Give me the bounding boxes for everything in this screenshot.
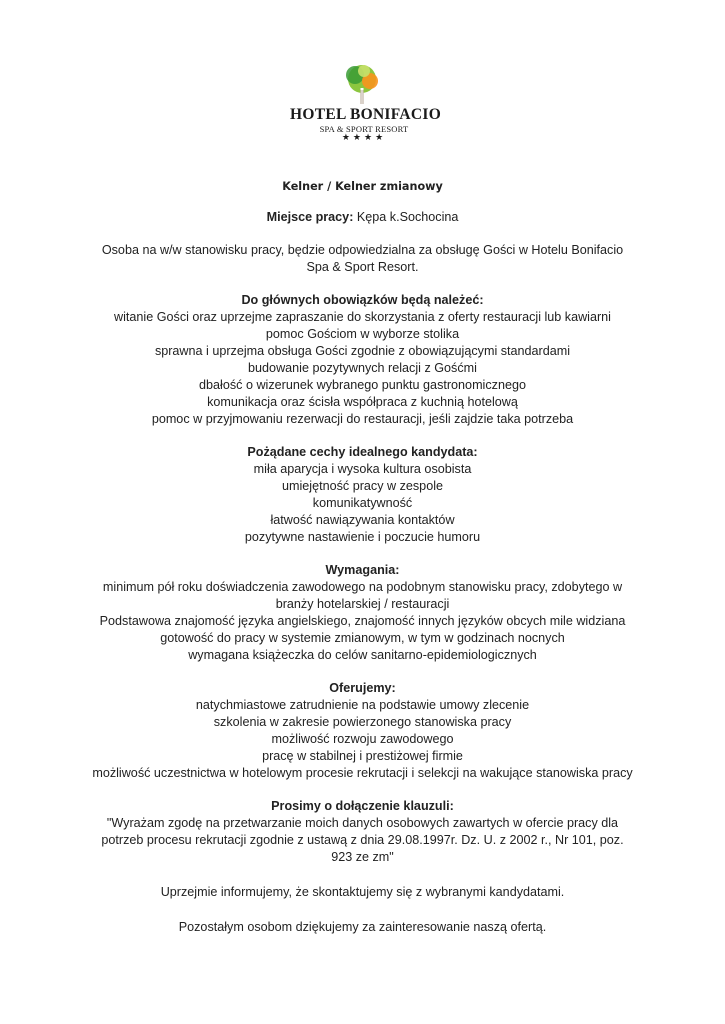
- duty-item: witanie Gości oraz uprzejme zapraszanie do skorzystania z oferty restauracji lub kawiarni: [114, 310, 611, 324]
- clause-line: "Wyrażam zgodę na przetwarzanie moich danych osobowych zawartych w ofercie pracy dla: [106, 816, 619, 830]
- closing-thanks: Pozostałym osobom dziękujemy za zainteresowanie naszą ofertą.: [178, 920, 547, 934]
- trait-item: pozytywne nastawienie i poczucie humoru: [244, 530, 481, 544]
- duty-item: dbałość o wizerunek wybranego punktu gastronomicznego: [199, 378, 526, 392]
- trait-item: miła aparycja i wysoka kultura osobista: [253, 462, 472, 476]
- intro-line: Spa & Sport Resort.: [306, 260, 419, 274]
- logo-title: HOTEL BONIFACIO: [290, 106, 442, 123]
- trait-item: komunikatywność: [312, 496, 413, 510]
- duty-item: sprawna i uprzejma obsługa Gości zgodnie z obowiązującymi standardami: [154, 344, 571, 358]
- job-title: Kelner / Kelner zmianowy: [282, 180, 443, 193]
- traits-heading: Pożądane cechy idealnego kandydata:: [247, 445, 478, 459]
- offer-item: możliwość uczestnictwa w hotelowym procesie rekrutacji i selekcji na wakujące stanowiska pracy: [92, 766, 633, 780]
- requirement-item: gotowość do pracy w systemie zmianowym, w tym w godzinach nocnych: [160, 631, 565, 645]
- trait-item: umiejętność pracy w zespole: [282, 479, 443, 493]
- clause-line: potrzeb procesu rekrutacji zgodnie z ustawą z dnia 29.08.1997r. Dz. U. z 2002 r., Nr 101, poz.: [101, 833, 624, 847]
- requirement-item: Podstawowa znajomość języka angielskiego, znajomość innych języków obcych mile widziana: [99, 614, 626, 628]
- clause-line: 923 ze zm": [331, 850, 394, 864]
- clause-heading: Prosimy o dołączenie klauzuli:: [271, 799, 454, 813]
- duty-item: komunikacja oraz ścisła współpraca z kuchnią hotelową: [207, 395, 518, 409]
- location-value: Kępa k.Sochocina: [353, 210, 459, 224]
- logo-subtitle: SPA & SPORT RESORT: [319, 124, 409, 134]
- requirements-heading: Wymagania:: [325, 563, 400, 577]
- offer-item: możliwość rozwoju zawodowego: [271, 732, 454, 746]
- requirement-item: branży hotelarskiej / restauracji: [275, 597, 450, 611]
- location-label: Miejsce pracy:: [266, 210, 354, 224]
- duties-heading: Do głównych obowiązków będą należeć:: [241, 293, 484, 307]
- offer-item: pracę w stabilnej i prestiżowej firmie: [262, 749, 463, 763]
- requirement-item: minimum pół roku doświadczenia zawodowego na podobnym stanowisku pracy, zdobytego w: [102, 580, 623, 594]
- intro-line: Osoba na w/w stanowisku pracy, będzie odpowiedzialna za obsługę Gości w Hotelu Bonifacio: [101, 243, 624, 257]
- duty-item: pomoc w przyjmowaniu rezerwacji do restauracji, jeśli zajdzie taka potrzeba: [151, 412, 574, 426]
- duty-item: pomoc Gościom w wyborze stolika: [265, 327, 460, 341]
- closing-info: Uprzejmie informujemy, że skontaktujemy się z wybranymi kandydatami.: [160, 885, 565, 899]
- trait-item: łatwość nawiązywania kontaktów: [270, 513, 455, 527]
- job-offer-content: [60, 178, 665, 936]
- location-line: [60, 209, 665, 226]
- duty-item: budowanie pozytywnych relacji z Gośćmi: [248, 361, 477, 375]
- offer-item: natychmiastowe zatrudnienie na podstawie umowy zlecenie: [195, 698, 530, 712]
- offer-heading: Oferujemy:: [329, 681, 396, 695]
- tree-logo-icon: [340, 62, 384, 106]
- requirement-item: wymagana książeczka do celów sanitarno-epidemiologicznych: [188, 648, 537, 662]
- logo-stars: ★★★★: [341, 132, 387, 142]
- offer-item: szkolenia w zakresie powierzonego stanowiska pracy: [213, 715, 512, 729]
- hotel-logo: [290, 62, 442, 144]
